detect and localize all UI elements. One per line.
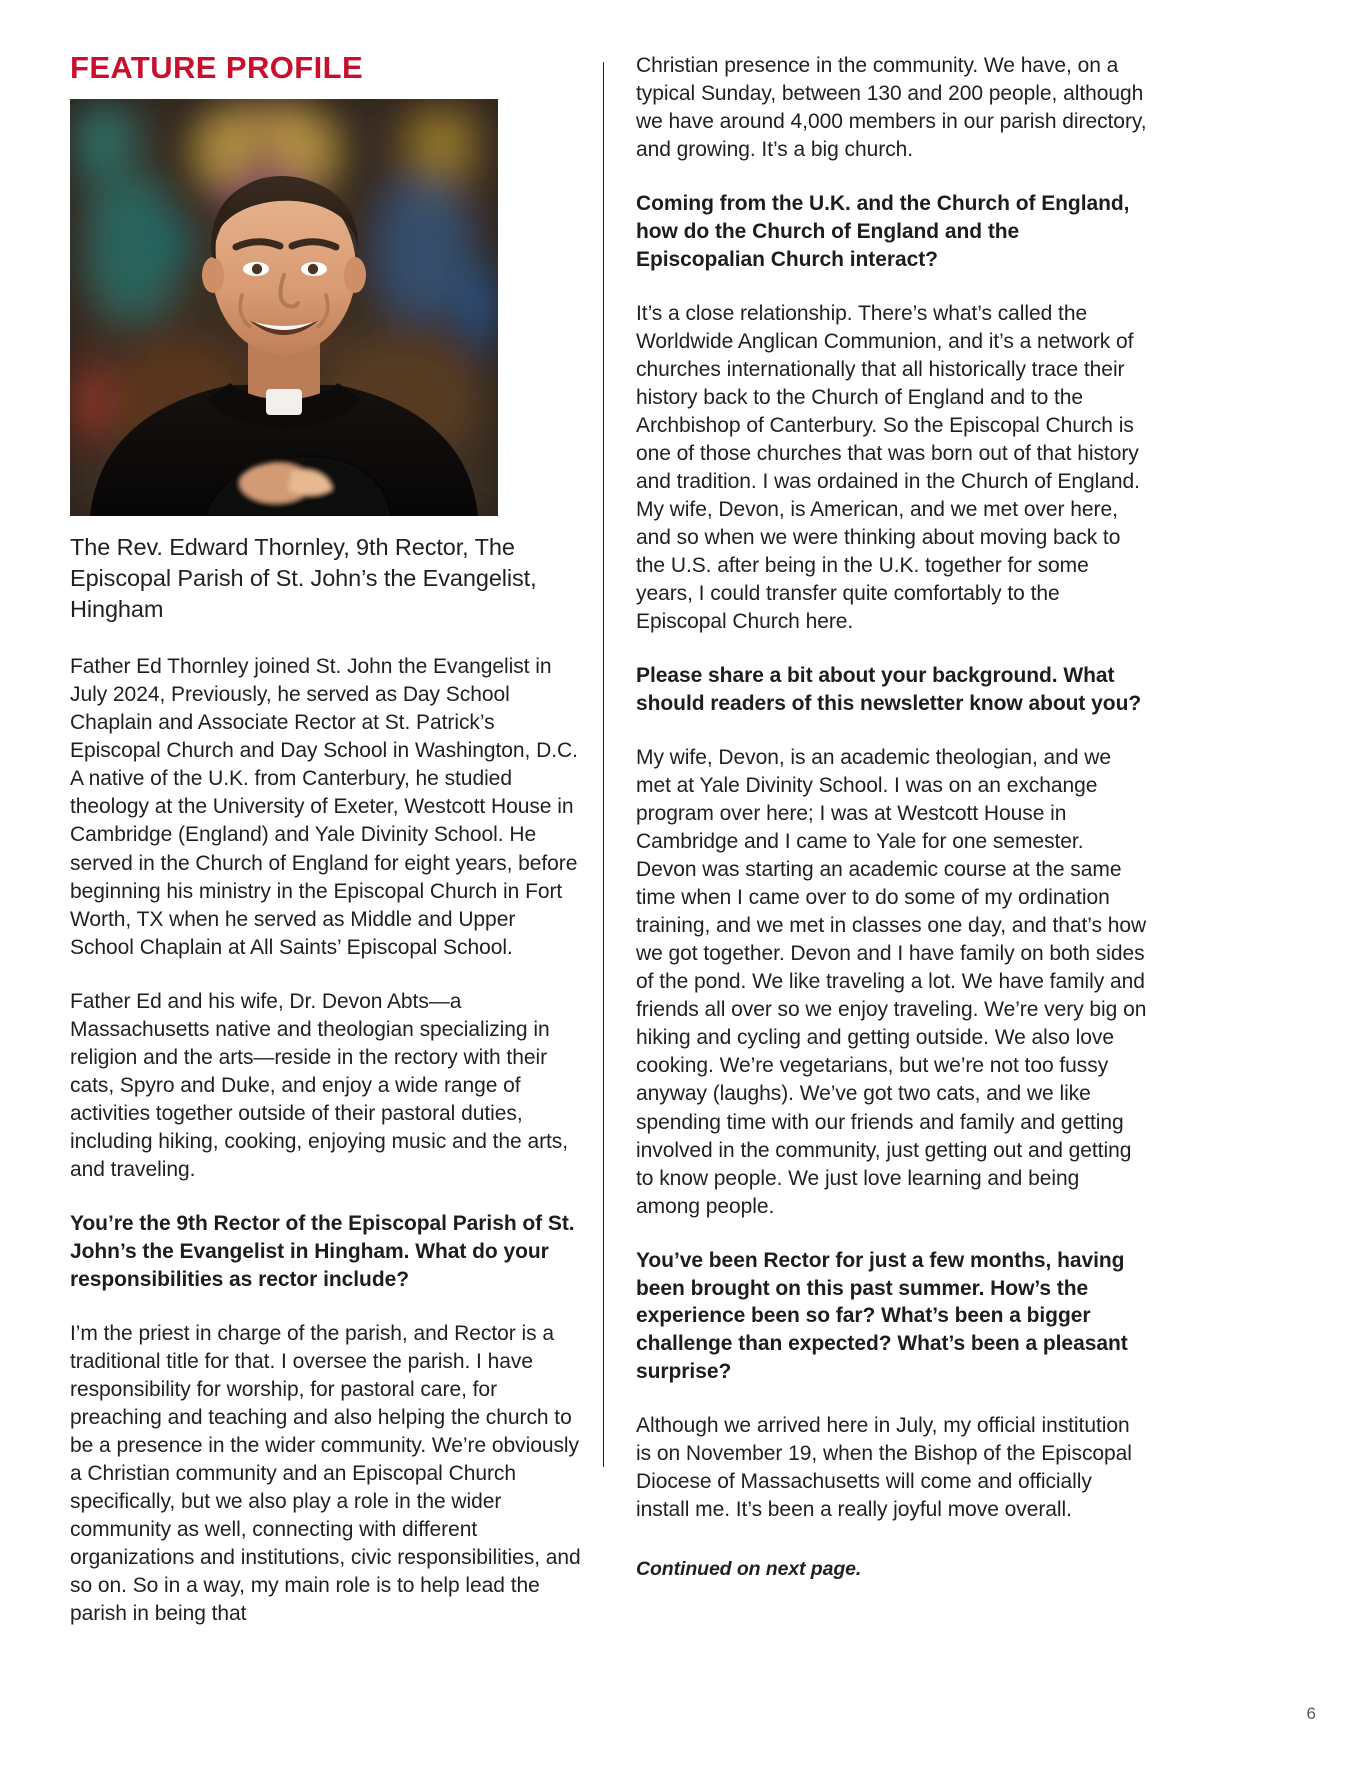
interview-question-4: You’ve been Rector for just a few months, having been brought on this past summer. How’s the experience been so far? What’s been a bigger challenge than expected? What’s been a pleasant surprise? xyxy=(636,1248,1128,1384)
bio-paragraph-1: Father Ed Thornley joined St. John the Evangelist in July 2024, Previously, he served as Day School Chaplain and Associate Rector at St. Patrick’s Episcopal Church and Day School in Washington, D.C. A native of the U.K. from Canterbury, he studied theology at the University of Exeter, Westcott House in Cambridge (England) and Yale Divinity School. He served in the Church of England for eight years, before beginning his ministry in the Episcopal Church in Fort Worth, TX when he served as Middle and Upper School Chaplain at All Saints’ Episcopal School. xyxy=(70,655,578,959)
feature-photo xyxy=(70,99,498,516)
photo-caption: The Rev. Edward Thornley, 9th Rector, The Episcopal Parish of St. John’s the Evangelist, Hingham xyxy=(70,533,537,623)
interview-question-1: You’re the 9th Rector of the Episcopal Parish of St. John’s the Evangelist in Hingham. What do your responsibilities as rector include? xyxy=(70,1211,575,1291)
interview-question-2: Coming from the U.K. and the Church of England, how do the Church of England and the Episcopalian Church interact? xyxy=(636,192,1130,271)
left-column xyxy=(70,52,582,1628)
continued-note: Continued on next page. xyxy=(636,1558,862,1581)
interview-answer-1: I’m the priest in charge of the parish, and Rector is a traditional title for that. I oversee the parish. I have responsibility for worship, for pastoral care, for preaching and teaching and also helping the church to be a presence in the wider community. We’re obviously a Christian community and an Episcopal Church specifically, but we also play a role in the wider community as well, connecting with different organizations and institutions, civic responsibilities, and so on. So in a way, my main role is to help lead the parish in being that xyxy=(70,1321,581,1625)
column-divider xyxy=(603,62,604,1467)
right-column xyxy=(636,52,1152,1581)
page-title: FEATURE PROFILE xyxy=(70,50,364,85)
page-number: 6 xyxy=(1306,1704,1316,1723)
interview-answer-1-continued: Christian presence in the community. We have, on a typical Sunday, between 130 and 200 people, although we have around 4,000 members in our parish directory, and growing. It’s a big church. xyxy=(636,54,1147,162)
bio-paragraph-2: Father Ed and his wife, Dr. Devon Abts—a Massachusetts native and theologian specializing in religion and the arts—reside in the rectory with their cats, Spyro and Duke, and enjoy a wide range of activities together outside of their pastoral duties, including hiking, cooking, enjoying music and the arts, and traveling. xyxy=(70,989,569,1181)
interview-question-3: Please share a bit about your background. What should readers of this newsletter know about you? xyxy=(636,664,1142,716)
interview-answer-2: It’s a close relationship. There’s what’s called the Worldwide Anglican Communion, and it’s a network of churches internationally that all historically trace their history back to the Church of England and to the Archbishop of Canterbury. So the Episcopal Church is one of those churches that was born out of that history and tradition. I was ordained in the Church of England. My wife, Devon, is American, and we met over here, and so when we were thinking about moving back to the U.S. after being in the U.K. together for some years, I could transfer quite comfortably to the Episcopal Church here. xyxy=(636,301,1140,634)
interview-answer-4: Although we arrived here in July, my official institution is on November 19, when the Bishop of the Episcopal Diocese of Massachusetts will come and officially install me. It’s been a really joyful move overall. xyxy=(636,1414,1132,1522)
interview-answer-3: My wife, Devon, is an academic theologian, and we met at Yale Divinity School. I was on an exchange program over here; I was at Westcott House in Cambridge and I came to Yale for one semester. Devon was starting an academic course at the same time when I came over to do some of my ordination training, and we met in classes one day, and that’s how we got together. Devon and I have family on both sides of the pond. We like traveling a lot. We have family and friends all over so we enjoy traveling. We’re very big on hiking and cycling and getting outside. We also love cooking. We’re vegetarians, but we’re not too fussy anyway (laughs). We’ve got two cats, and we like spending time with our friends and family and getting involved in the community, just getting out and getting to know people. We just love learning and being among people. xyxy=(636,746,1147,1218)
portrait-of-rector-in-front-of-stained-glass xyxy=(70,99,498,516)
